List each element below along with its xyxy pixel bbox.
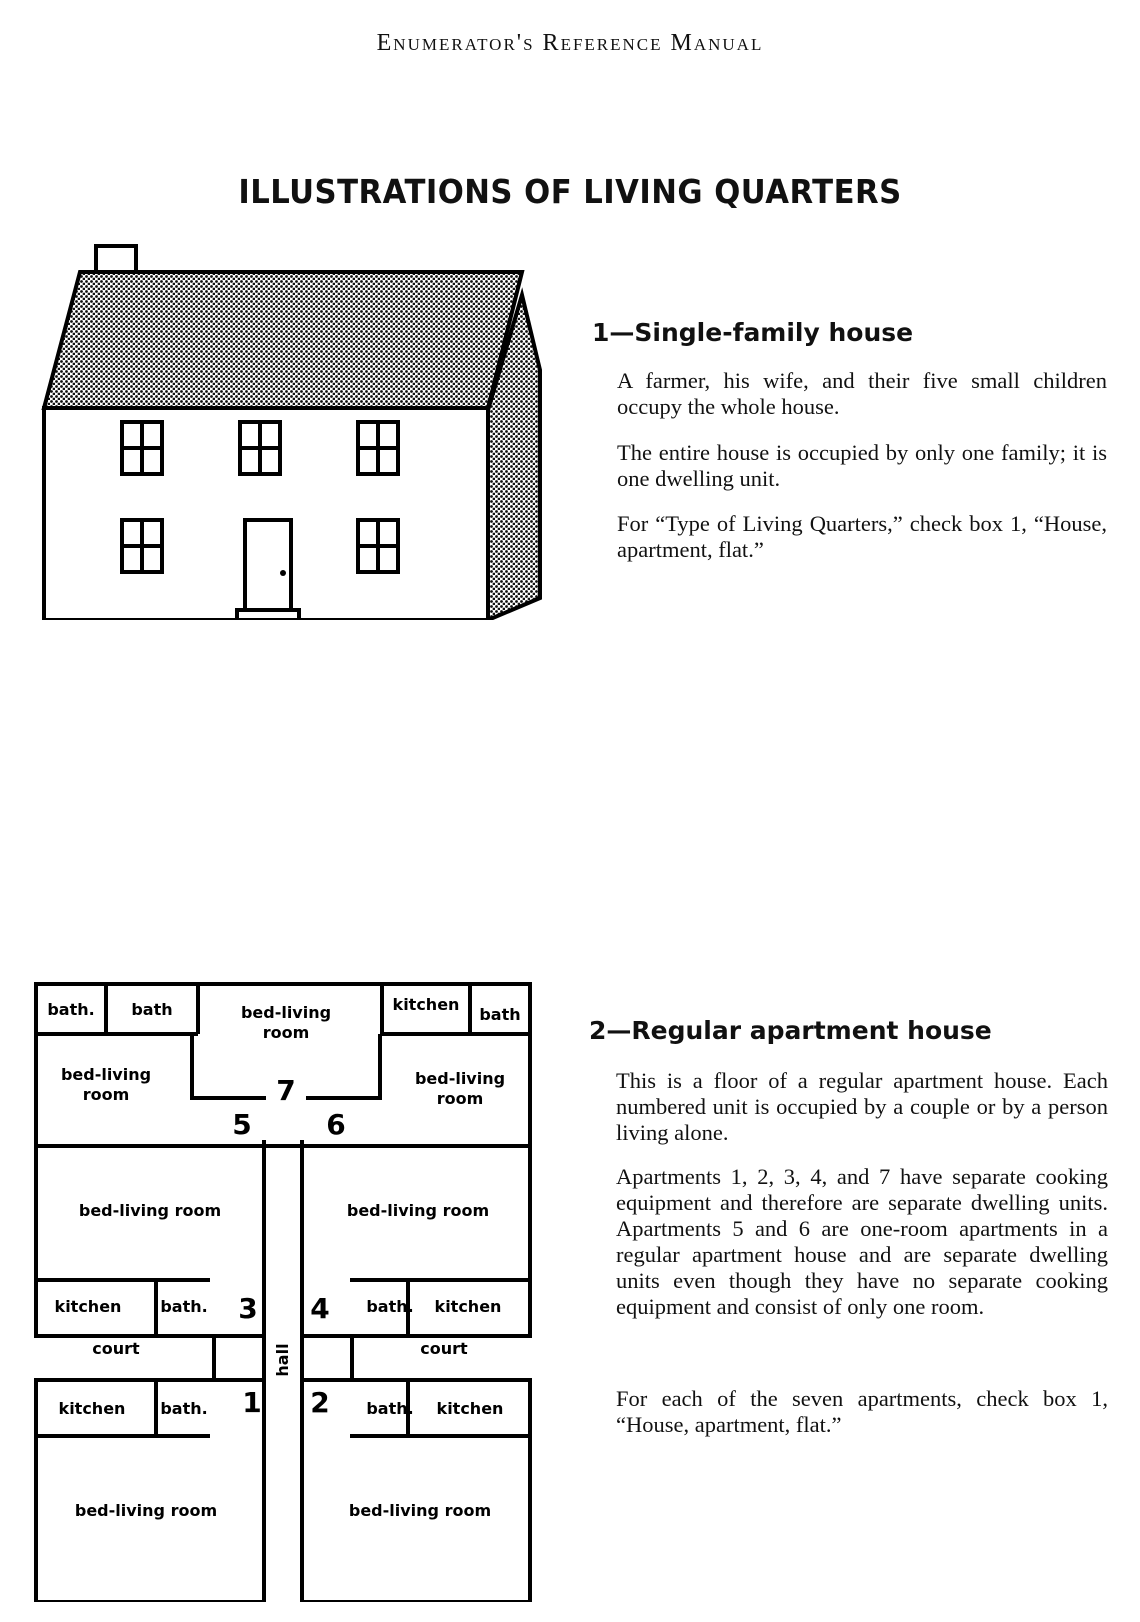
room-label-kitchen: kitchen <box>58 1399 126 1418</box>
section-2-paragraph: This is a floor of a regular apartment house. Each numbered unit is occupied by a couple or by a person living alone. <box>616 1068 1108 1145</box>
unit-number: 7 <box>276 1074 296 1107</box>
room-label-room: room <box>436 1089 484 1108</box>
section-1-heading: 1—Single-family house <box>592 318 914 347</box>
room-label-bath: bath. <box>160 1297 208 1316</box>
room-label-bath: bath. <box>160 1399 208 1418</box>
room-label-bath: bath <box>479 1005 521 1024</box>
section-1-paragraph: A farmer, his wife, and their five small children occupy the whole house. <box>617 368 1107 419</box>
room-label-court: court <box>420 1339 468 1358</box>
unit-number: 4 <box>310 1292 330 1325</box>
room-label-room: room <box>82 1085 130 1104</box>
room-label-bed-living: bed-living <box>240 1003 332 1022</box>
unit-number: 3 <box>238 1292 258 1325</box>
door <box>245 520 291 610</box>
room-label-hall: hall <box>273 1343 292 1377</box>
page-title: ILLUSTRATIONS OF LIVING QUARTERS <box>238 172 902 211</box>
section-1-paragraph: The entire house is occupied by only one family; it is one dwelling unit. <box>617 440 1107 491</box>
running-header: Enumerator's Reference Manual <box>376 30 764 56</box>
room-label-kitchen: kitchen <box>436 1399 504 1418</box>
room-label-bed-living-room: bed-living room <box>346 1201 490 1220</box>
door-step <box>237 610 299 620</box>
room-label-bath: bath. <box>366 1399 414 1418</box>
section-2-heading: 2—Regular apartment house <box>589 1016 992 1045</box>
room-label-court: court <box>92 1339 140 1358</box>
room-label-bath: bath <box>131 1000 173 1019</box>
room-label-bed-living: bed-living <box>60 1065 152 1084</box>
apartment-floor-plan <box>30 980 540 1602</box>
section-2-paragraph: Apartments 1, 2, 3, 4, and 7 have separate cooking equipment and therefore are separate dwelling units. Apartments 5 and 6 are one-room apartments in a regular apartment house and are separate dwelling units even though they have no separate cooking equipment and consist of only one room. <box>616 1164 1108 1319</box>
unit-number: 5 <box>232 1108 252 1141</box>
room-label-bed-living-room: bed-living room <box>74 1501 218 1520</box>
unit-number: 6 <box>326 1108 346 1141</box>
room-label-bath: bath. <box>366 1297 414 1316</box>
roof <box>44 272 522 408</box>
room-label-bed-living: bed-living <box>414 1069 506 1088</box>
room-label-kitchen: kitchen <box>434 1297 502 1316</box>
room-label-room: room <box>262 1023 310 1042</box>
unit-number: 2 <box>310 1386 330 1419</box>
room-label-bed-living-room: bed-living room <box>78 1201 222 1220</box>
room-label-bed-living-room: bed-living room <box>348 1501 492 1520</box>
chimney <box>96 246 136 272</box>
room-label-kitchen: kitchen <box>54 1297 122 1316</box>
room-label-kitchen: kitchen <box>392 995 460 1014</box>
house-illustration <box>40 240 600 620</box>
room-label-bath: bath. <box>47 1000 95 1019</box>
unit-number: 1 <box>242 1386 262 1419</box>
section-1-paragraph: For “Type of Living Quarters,” check box 1, “House, apartment, flat.” <box>617 511 1107 562</box>
section-2-paragraph: For each of the seven apartments, check box 1, “House, apartment, flat.” <box>616 1386 1108 1437</box>
